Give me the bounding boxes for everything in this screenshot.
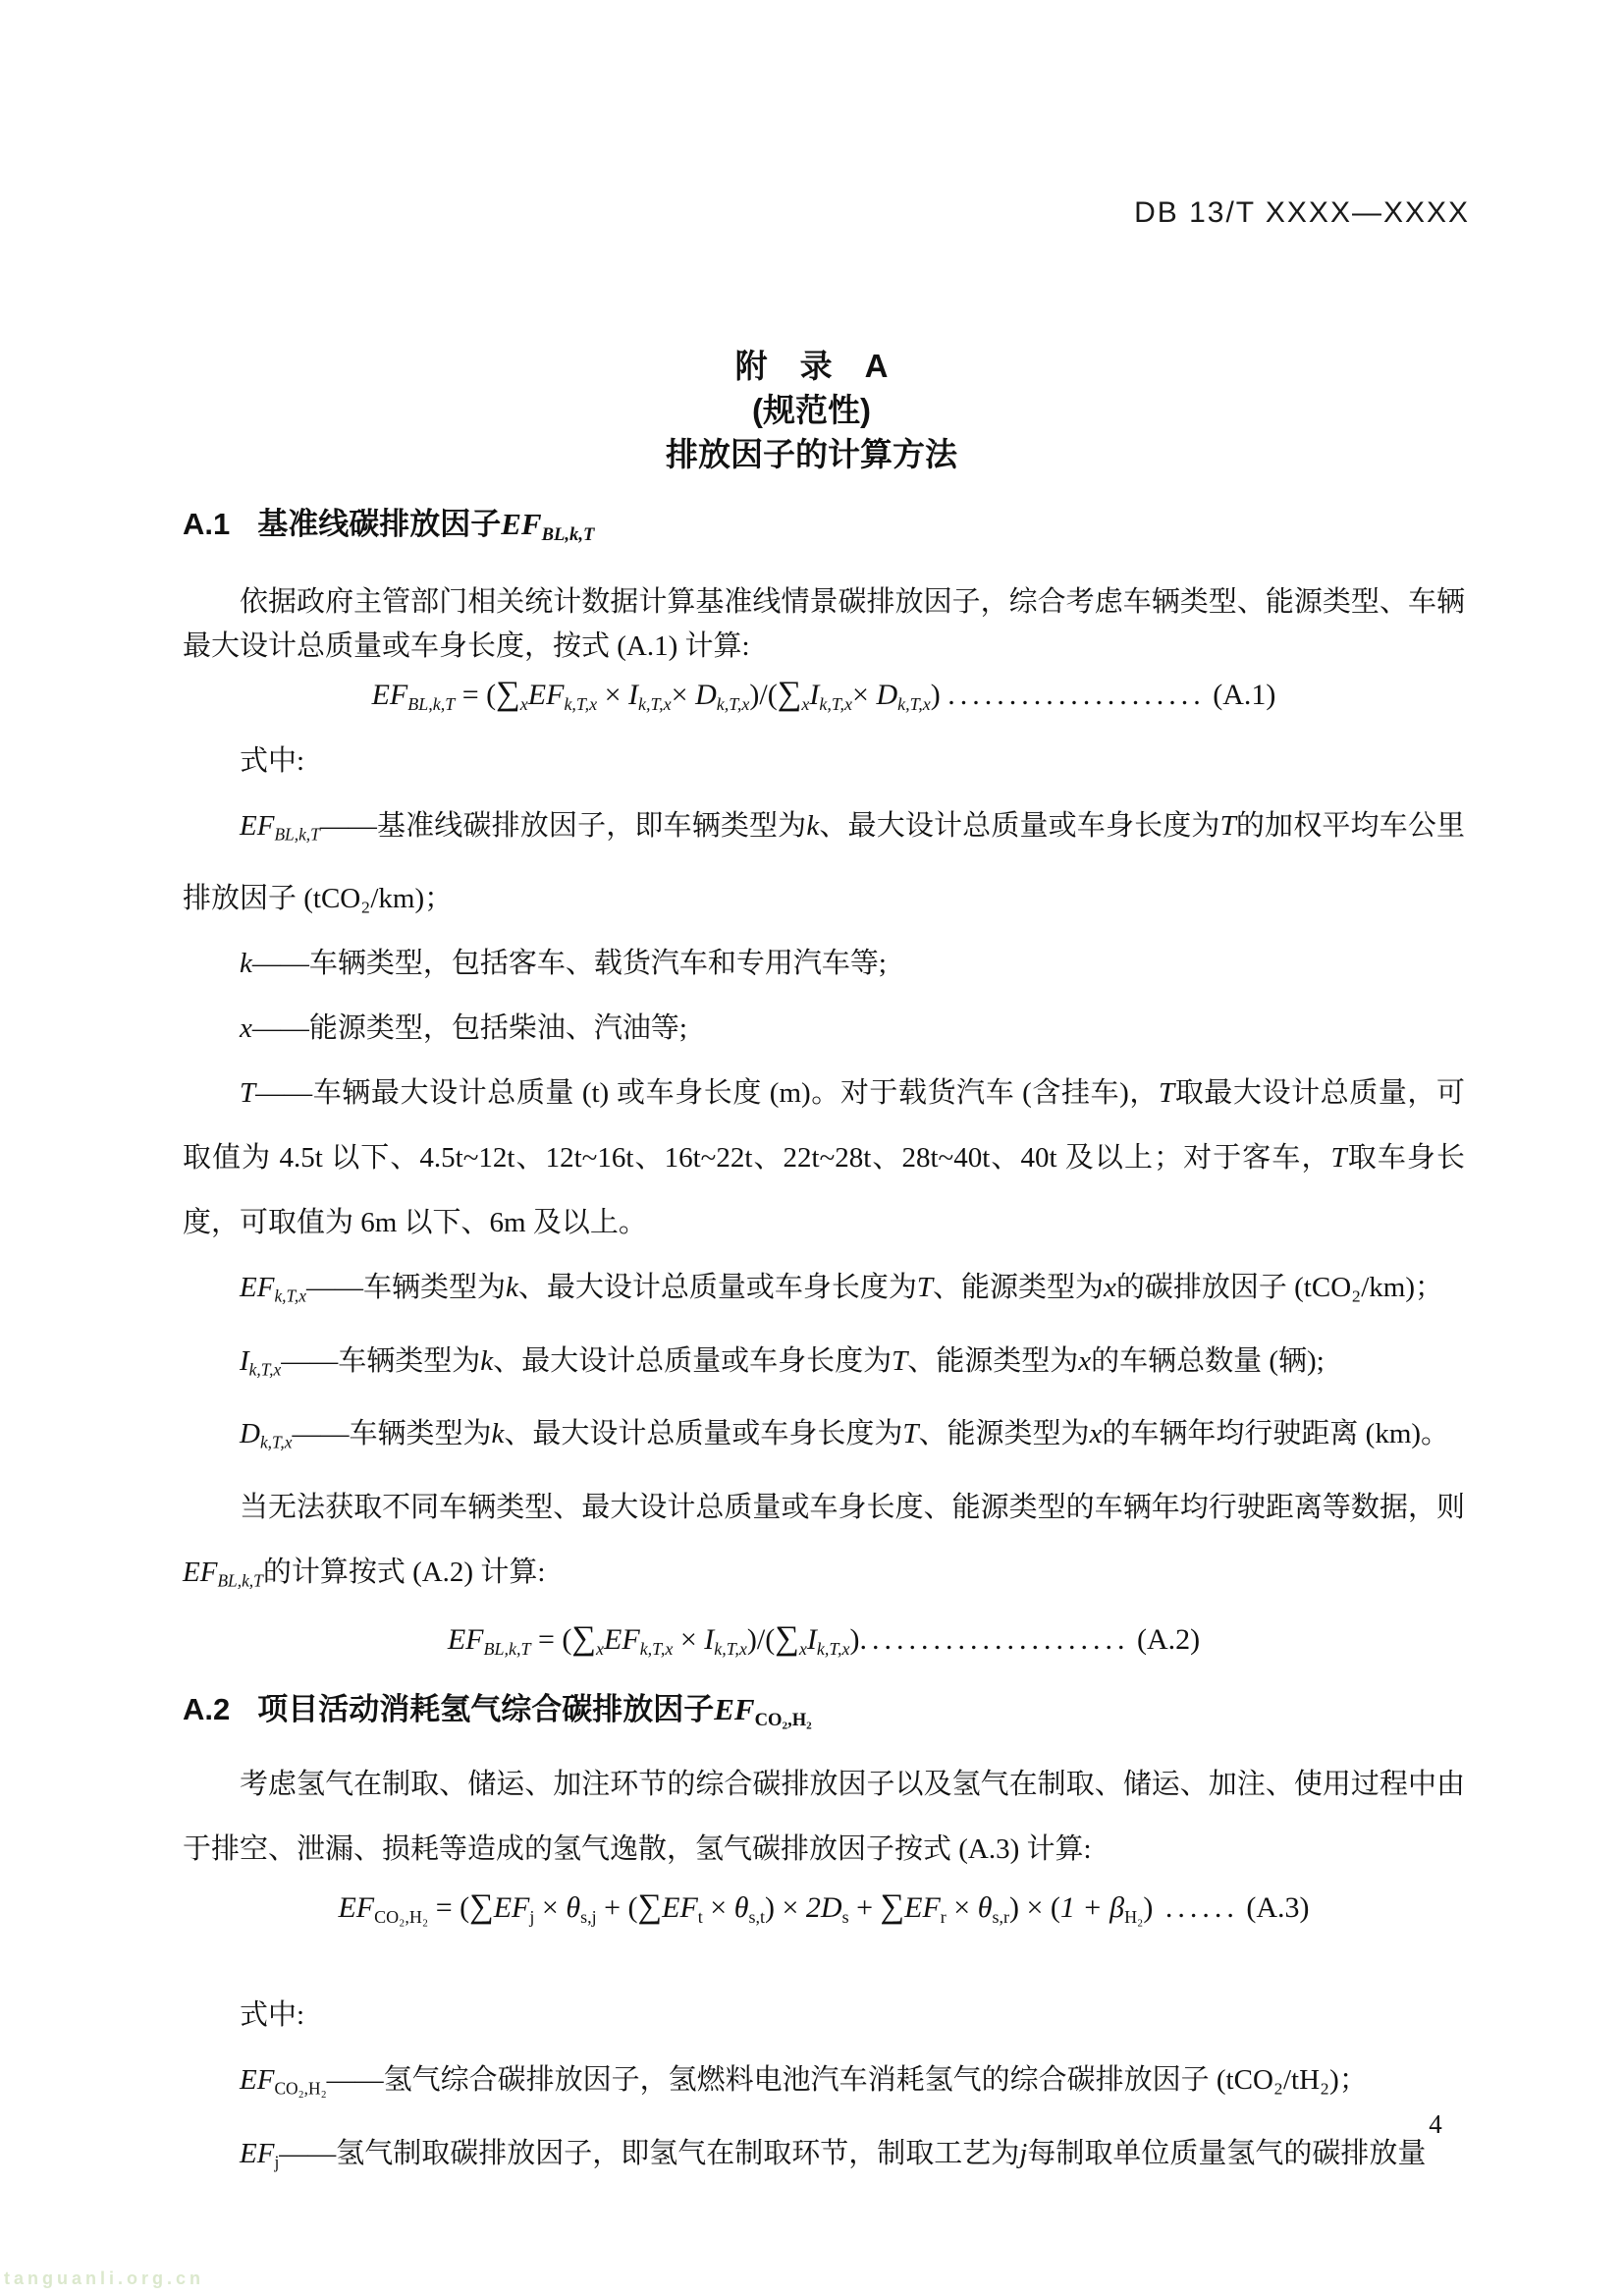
definition-ef-blkt: EFBL,k,T——基准线碳排放因子，即车辆类型为k、最大设计总质量或车身长度为T的加权平均车公里排放因子 (tCO₂/km)； [183,809,1465,915]
appendix-normative-label: (规范性) [752,392,871,428]
heading-a1: A.1 基准线碳排放因子EFBL,k,T [183,507,595,545]
formula-a1: EFBL,k,T = (∑xEFk,T,x × Ik,T,x× Dk,T,x)/(∑xIk,T,x× Dk,T,x) ..................... (A.1) [371,674,1276,714]
definition-ef-ktx: EFk,T,x——车辆类型为k、最大设计总质量或车身长度为T、能源类型为x的碳排放因子 (tCO₂/km)； [240,1272,1444,1306]
paragraph-a2-intro: 考虑氢气在制取、储运、加注环节的综合碳排放因子以及氢气在制取、储运、加注、使用过程中由于排空、泄漏、损耗等造成的氢气逸散，氢气碳排放因子按式 (A.3) 计算: [183,1769,1465,1866]
paragraph-a1-intro: 依据政府主管部门相关统计数据计算基准线情景碳排放因子，综合考虑车辆类型、能源类型、车辆最大设计总质量或车身长度，按式 (A.1) 计算: [183,585,1465,662]
paragraph-a2-fallback: 当无法获取不同车辆类型、最大设计总质量或车身长度、能源类型的车辆年均行驶距离等数据，则EFBL,k,T的计算按式 (A.2) 计算: [183,1491,1465,1591]
definition-ef-co2h2: EFCO₂,H₂——氢气综合碳排放因子，氢燃料电池汽车消耗氢气的综合碳排放因子 (tCO₂/tH₂)； [240,2063,1368,2099]
definition-i-ktx: Ik,T,x——车辆类型为k、最大设计总质量或车身长度为T、能源类型为x的车辆总数量 (辆); [240,1344,1325,1380]
page-number: 4 [1429,2109,1442,2139]
watermark: tanguanli.org.cn [4,2269,205,2288]
running-header: DB 13/T XXXX—XXXX [1134,196,1470,229]
formula-a2: EFBL,k,T = (∑xEFk,T,x × Ik,T,x)/(∑xIk,T,x)...................... (A.2) [447,1618,1201,1659]
appendix-title-block [0,344,1623,476]
definition-ef-j: EFj——氢气制取碳排放因子，即氢气在制取环节，制取工艺为j每制取单位质量氢气的碳排放量 [240,2137,1427,2172]
label-shizhong-2: 式中: [240,1998,305,2031]
definition-d-ktx: Dk,T,x——车辆类型为k、最大设计总质量或车身长度为T、能源类型为x的车辆年均行驶距离 (km)。 [240,1418,1450,1452]
definition-t: T——车辆最大设计总质量 (t) 或车身长度 (m)。对于载货汽车 (含挂车)，T取最大设计总质量，可取值为 4.5t 以下、4.5t~12t、12t~16t、16t~22t、22t~28t、28t~40t、40t 及以上；对于客车，T取车身长度，可取值为 6m 以下、6m 及以上。 [183,1077,1465,1239]
label-shizhong-1: 式中: [240,744,305,777]
definition-x: x——能源类型，包括柴油、汽油等; [240,1012,687,1045]
appendix-subject-title: 排放因子的计算方法 [666,436,957,472]
heading-a2: A.2 项目活动消耗氢气综合碳排放因子EFCO₂,H₂ [183,1692,812,1731]
appendix-title: 附 录 A [734,348,889,384]
document-body [183,505,1465,2194]
definition-k: k——车辆类型，包括客车、载货汽车和专用汽车等; [240,948,887,980]
formula-a3: EFCO₂,H₂ = (∑EFj × θs,j + (∑EFt × θs,t) × 2Ds + ∑EFr × θs,r) × (1 + βH₂) ...... (A.3) [338,1887,1310,1927]
